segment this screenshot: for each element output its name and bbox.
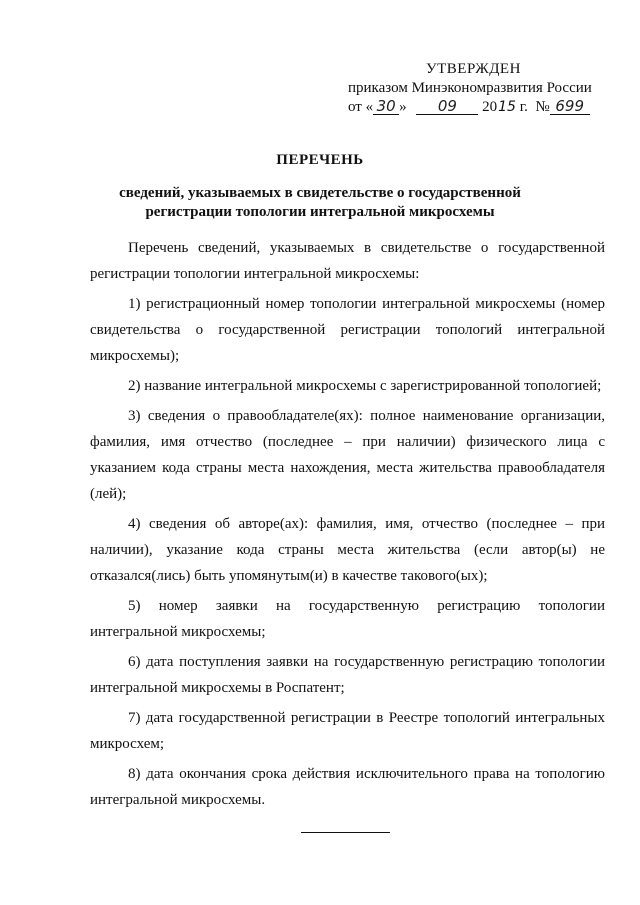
year — [482, 99, 516, 115]
list-item: 7) дата государственной регистрации в Реестре топологий интегральных микросхем; — [90, 710, 605, 752]
date-prefix: от « — [348, 99, 374, 115]
handwritten-order-number: 699 — [550, 99, 590, 115]
list-item: 5) номер заявки на государственную регистрацию топологии интегральной микросхемы; — [90, 598, 605, 640]
approval-date-line — [348, 98, 620, 117]
list-item: 4) сведения об авторе(ах): фамилия, имя, отчество (последнее – при наличии), указание кода страны места жительства (если автор(ы) не отказался(лись) быть упомянутым(и) в качестве такового(ых); — [90, 516, 605, 584]
handwritten-month: 09 — [416, 99, 478, 115]
list-item: 1) регистрационный номер топологии интегральной микросхемы (номер свидетельства о государственной регистрации топологий интегральной микросхемы); — [90, 296, 605, 364]
intro-paragraph: Перечень сведений, указываемых в свидетельстве о государственной регистрации топологии интегральной микросхемы: — [90, 240, 605, 282]
document-heading — [80, 151, 560, 222]
end-separator-line — [301, 832, 390, 833]
list-item: 3) сведения о правообладателе(ях): полное наименование организации, фамилия, имя отчество (последнее – при наличии) физического лица с указанием кода страны места нахождения, места жительства правообладателя (лей); — [90, 408, 605, 502]
list-item: 2) название интегральной микросхемы с зарегистрированной топологией; — [128, 378, 602, 394]
document-subtitle-line-1: сведений, указываемых в свидетельстве о государственной — [119, 185, 521, 201]
document-subtitle-line-2: регистрации топологии интегральной микросхемы — [145, 204, 495, 220]
approval-stamp — [340, 60, 620, 117]
handwritten-day: 30 — [373, 99, 399, 115]
list-item: 8) дата окончания срока действия исключительного права на топологию интегральной микросхемы. — [90, 766, 605, 808]
document-body — [90, 235, 605, 817]
approval-order-text: приказом Минэкономразвития России — [348, 80, 592, 96]
approval-status: УТВЕРЖДЕН — [426, 61, 521, 77]
year-printed: 20 — [482, 99, 498, 115]
date-day-suffix: » — [399, 99, 407, 115]
list-item: 6) дата поступления заявки на государственную регистрацию топологии интегральной микросхемы в Роспатент; — [90, 654, 605, 696]
document-title: ПЕРЕЧЕНЬ — [276, 152, 364, 168]
handwritten-year: 15 — [498, 99, 516, 115]
year-suffix: г. — [519, 99, 528, 115]
number-prefix: № — [535, 99, 550, 115]
